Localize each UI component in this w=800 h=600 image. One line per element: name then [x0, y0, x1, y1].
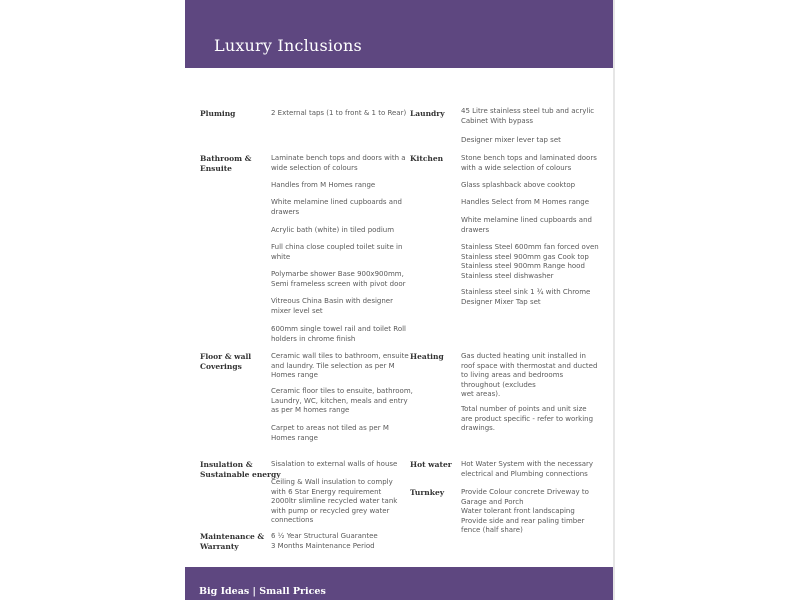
- pluming-item: 2 External taps (1 to front & 1 to Rear): [271, 109, 407, 117]
- page-title: Luxury Inclusions: [214, 36, 362, 55]
- floor-item: Ceramic wall tiles to bathroom, ensuite and laundry. Tile selection as per M Homes range: [271, 352, 409, 379]
- section-label-turnkey: Turnkey: [410, 488, 445, 497]
- bathroom-item: 600mm single towel rail and toilet Roll holders in chrome finish: [271, 325, 406, 343]
- laundry-item: Designer mixer lever tap set: [461, 136, 561, 144]
- laundry-item: 45 Litre stainless steel tub and acrylic Cabinet With bypass: [461, 107, 595, 125]
- section-label-laundry: Laundry: [410, 109, 445, 118]
- section-label-kitchen: Kitchen: [410, 154, 444, 163]
- bathroom-item: Polymarbe shower Base 900x900mm, Semi frameless screen with pivot door: [271, 270, 406, 288]
- kitchen-item: Stainless Steel 600mm fan forced oven Stainless steel 900mm gas Cook top Stainless steel 900mm Range hood Stainless steel dishwasher: [461, 243, 599, 280]
- bathroom-item: Vitreous China Basin with designer mixer level set: [271, 297, 393, 315]
- section-label-bathroom: Bathroom & Ensuite: [200, 154, 252, 173]
- floor-item: Ceramic floor tiles to ensuite, bathroom, Laundry, WC, kitchen, meals and entry as per M homes range: [271, 387, 413, 414]
- bathroom-item: Handles from M Homes range: [271, 181, 376, 189]
- section-label-maintenance: Maintenance & Warranty: [200, 532, 265, 551]
- heating-item: Gas ducted heating unit installed in roof space with thermostat and ducted to living areas and bedrooms throughout (excludes wet areas).: [461, 352, 598, 398]
- bathroom-item: Acrylic bath (white) in tiled podium: [271, 226, 395, 234]
- kitchen-item: Glass splashback above cooktop: [461, 181, 576, 189]
- bathroom-item: White melamine lined cupboards and drawers: [271, 198, 402, 216]
- heating-item: Total number of points and unit size are product specific - refer to working drawings.: [461, 405, 594, 432]
- floor-item: Carpet to areas not tiled as per M Homes range: [271, 424, 389, 442]
- section-label-floor: Floor & wall Coverings: [200, 352, 252, 371]
- footer-banner: [185, 567, 615, 600]
- section-label-pluming: Pluming: [200, 109, 236, 118]
- page-edge-divider: [613, 0, 615, 600]
- bathroom-item: Laminate bench tops and doors with a wide selection of colours: [271, 154, 406, 172]
- insulation-item: Ceiling & Wall insulation to comply with 6 Star Energy requirement 2000ltr slimline recycled water tank with pump or recycled grey water connections: [271, 478, 398, 524]
- brochure-page: [185, 0, 615, 600]
- kitchen-item: White melamine lined cupboards and drawers: [461, 216, 592, 234]
- section-label-hotwater: Hot water: [410, 460, 452, 469]
- maintenance-item: 6 ½ Year Structural Guarantee 3 Months Maintenance Period: [271, 532, 378, 550]
- kitchen-item: Stainless steel sink 1 ¾ with Chrome Designer Mixer Tap set: [461, 288, 591, 306]
- insulation-item: Sisalation to external walls of house: [271, 460, 398, 468]
- bathroom-item: Full china close coupled toilet suite in white: [271, 243, 403, 261]
- section-label-insulation: Insulation & Sustainable energy: [200, 460, 281, 479]
- section-label-heating: Heating: [410, 352, 444, 361]
- header-banner: [185, 0, 615, 68]
- kitchen-item: Stone bench tops and laminated doors with a wide selection of colours: [461, 154, 597, 172]
- turnkey-item: Provide Colour concrete Driveway to Garage and Porch Water tolerant front landscaping Provide side and rear paling timber fence (half share): [461, 488, 589, 534]
- hotwater-item: Hot Water System with the necessary electrical and Plumbing connections: [461, 460, 594, 478]
- kitchen-item: Handles Select from M Homes range: [461, 198, 590, 206]
- footer-tagline: Big Ideas | Small Prices: [199, 586, 326, 597]
